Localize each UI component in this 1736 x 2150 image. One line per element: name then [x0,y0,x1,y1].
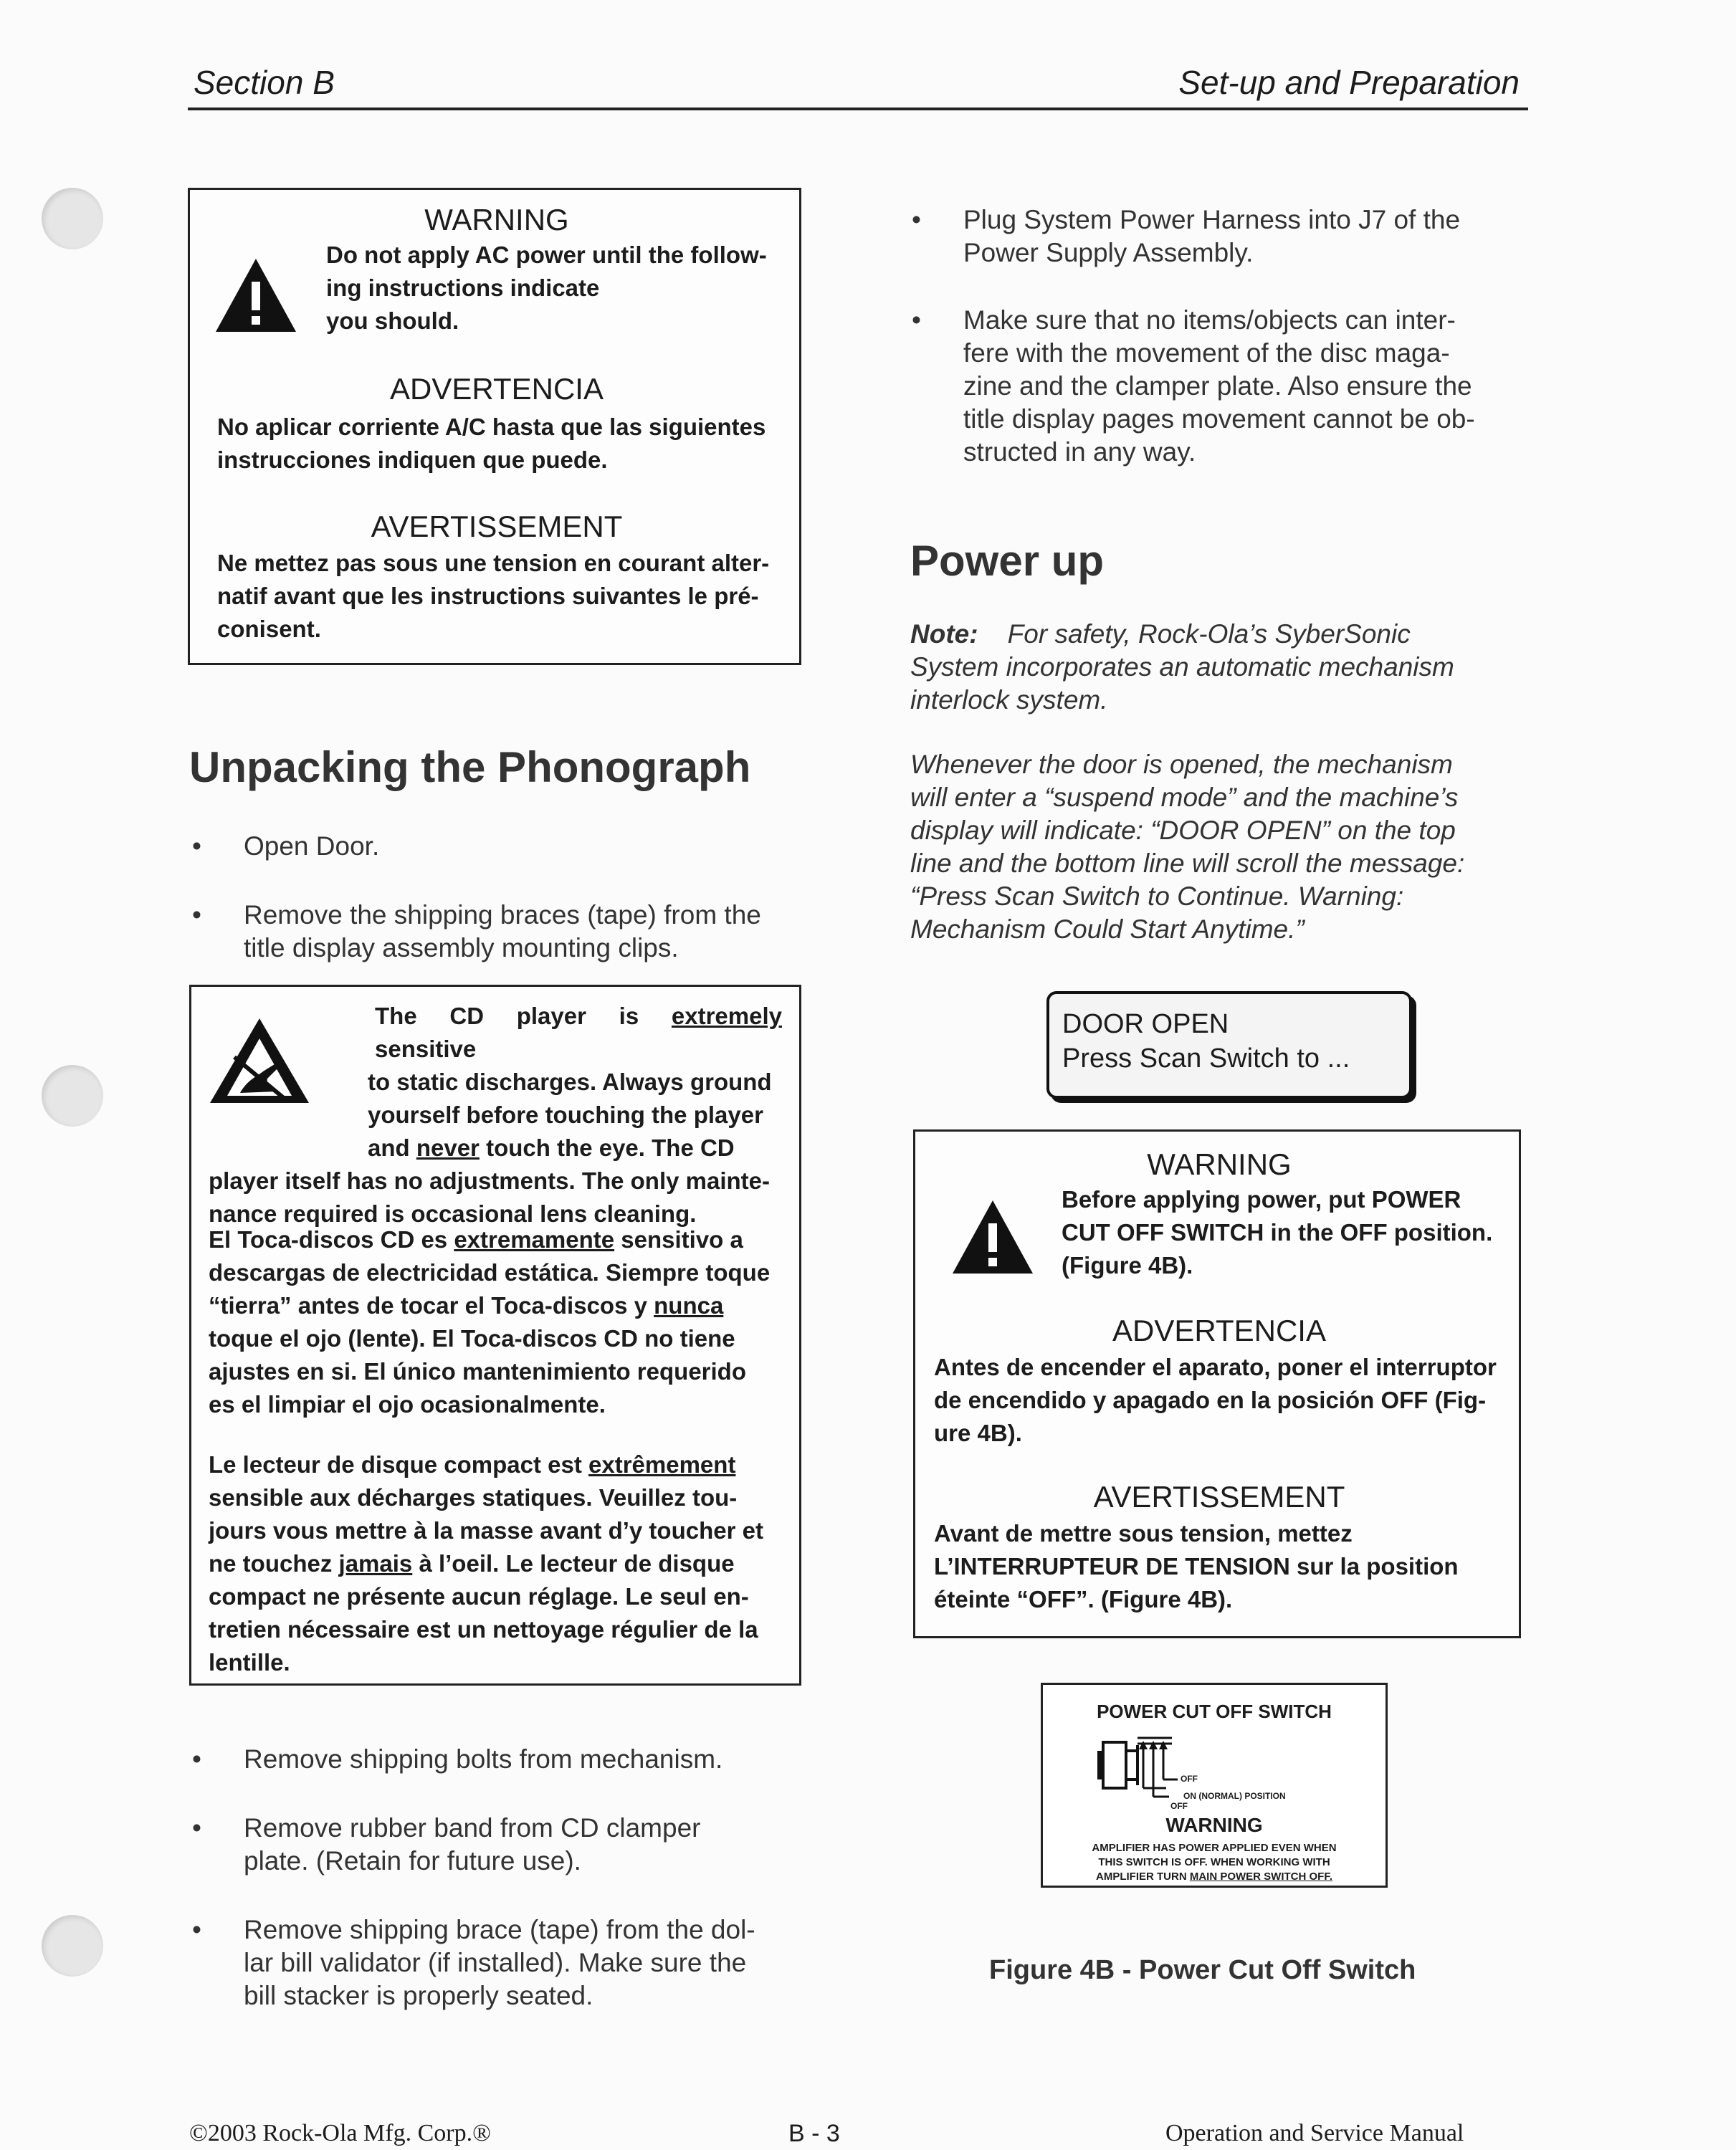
warning-title-2: WARNING [1147,1147,1292,1181]
esd-english-text: The CD player is extremely sensitive to static discharges. Always ground yourself before touching the player and never touch the eye. The CD player itself has no adjustments. The only mainte- nance required is occasional lens cleaning. [209,1003,782,1227]
advertencia-text-1: No aplicar corriente A/C hasta que las siguientes instrucciones indiquen que puede. [217,414,766,473]
bullet-dot: • [912,205,921,234]
esd-caution-box [189,985,801,1686]
avertissement-title-2: AVERTISSEMENT [1093,1480,1345,1514]
power-up-heading: Power up [910,537,1105,585]
lcd-display [1046,991,1412,1099]
figure-label-warning: WARNING [1165,1814,1263,1836]
power-cut-off-label [1041,1683,1388,1888]
avertissement-text-2: Avant de mettre sous tension, mettez L’INTERRUPTEUR DE TENSION sur la position éteinte “OFF”. (Figure 4B). [934,1520,1459,1612]
switch-diagram [1097,1731,1183,1800]
warning-box-1 [188,188,801,665]
power-up-paragraph: Whenever the door is opened, the mechanism will enter a “suspend mode” and the machine’s display will indicate: “DOOR OPEN” on the top line and the bottom line will scroll the message: “Press Scan Switch to Continue. Warning: Mechanism Could Start Anytime.” [910,750,1465,944]
bullet-dot: • [192,1915,201,1944]
header-section: Section B [194,64,335,101]
binder-hole-2 [42,1065,103,1127]
figure-off-bottom: OFF [1170,1801,1188,1811]
bullet-dot: • [192,900,201,930]
unpacking-heading: Unpacking the Phonograph [189,743,751,791]
header-rule [188,108,1528,110]
advertencia-text-2: Antes de encender el aparato, poner el interruptor de encendido y apagado en la posición OFF (Fig- ure 4B). [934,1354,1497,1446]
warning-triangle-icon [950,1198,1036,1276]
avertissement-text-1: Ne mettez pas sous une tension en courant alter- natif avant que les instructions suivantes le pré- conisent. [217,550,770,642]
figure-on-normal: ON (NORMAL) POSITION [1183,1791,1286,1801]
warning-box-2 [913,1129,1521,1638]
figure-off-top: OFF [1181,1774,1198,1784]
bullet-dot: • [192,1744,201,1774]
bullet-dot: • [192,1813,201,1843]
footer-manual: Operation and Service Manual [1165,2120,1464,2146]
figure-label-warning-text: AMPLIFIER HAS POWER APPLIED EVEN WHEN THIS SWITCH IS OFF. WHEN WORKING WITH AMPLIFIER TURN MAIN POWER SWITCH OFF. [1092,1842,1337,1883]
figure-label-title: POWER CUT OFF SWITCH [1097,1701,1332,1722]
note-label: Note: [910,619,978,649]
bullet-dot: • [912,305,921,335]
warning-text-2: Before applying power, put POWER CUT OFF SWITCH in the OFF position. (Figure 4B). [1062,1186,1493,1279]
advertencia-title-2: ADVERTENCIA [1112,1314,1326,1347]
lcd-line-1: DOOR OPEN [1062,1009,1229,1039]
esd-spanish-text: El Toca-discos CD es extremamente sensitivo a descargas de electricidad estática. Siempre toque “tierra” antes de tocar el Toca-discos y nunca toque el ojo (lente). El Toca-discos CD no tiene ajustes en si. El único mantenimiento requerido es el limpiar el ojo ocasionalmente. [209,1226,771,1418]
advertencia-title-1: ADVERTENCIA [390,372,604,406]
footer-page-number: B - 3 [788,2120,840,2147]
footer-copyright: ©2003 Rock-Ola Mfg. Corp.® [189,2120,491,2146]
esd-french-text: Le lecteur de disque compact est extrêmement sensible aux décharges statiques. Veuillez tou- jours vous mettre à la masse avant d’y toucher et ne touchez jamais à l’oeil. Le lecteur de disque compact ne présente aucun réglage. Le seul en- tretien nécessaire est un nettoyage régulier de la lentille. [209,1451,763,1676]
power-up-note: Note: For safety, Rock-Ola’s SyberSonic System incorporates an automatic mechanism interlock system. [910,619,1454,715]
avertissement-title-1: AVERTISSEMENT [371,510,623,543]
warning-text-1: Do not apply AC power until the follow- ing instructions indicate you should. [326,242,767,334]
warning-title-1: WARNING [424,203,569,236]
lcd-line-2: Press Scan Switch to ... [1062,1043,1350,1074]
header-title: Set-up and Preparation [1178,64,1520,101]
binder-hole-1 [42,188,103,249]
figure-caption: Figure 4B - Power Cut Off Switch [989,1955,1416,1985]
binder-hole-3 [42,1915,103,1977]
warning-triangle-icon [213,256,299,335]
bullet-dot: • [192,831,201,861]
